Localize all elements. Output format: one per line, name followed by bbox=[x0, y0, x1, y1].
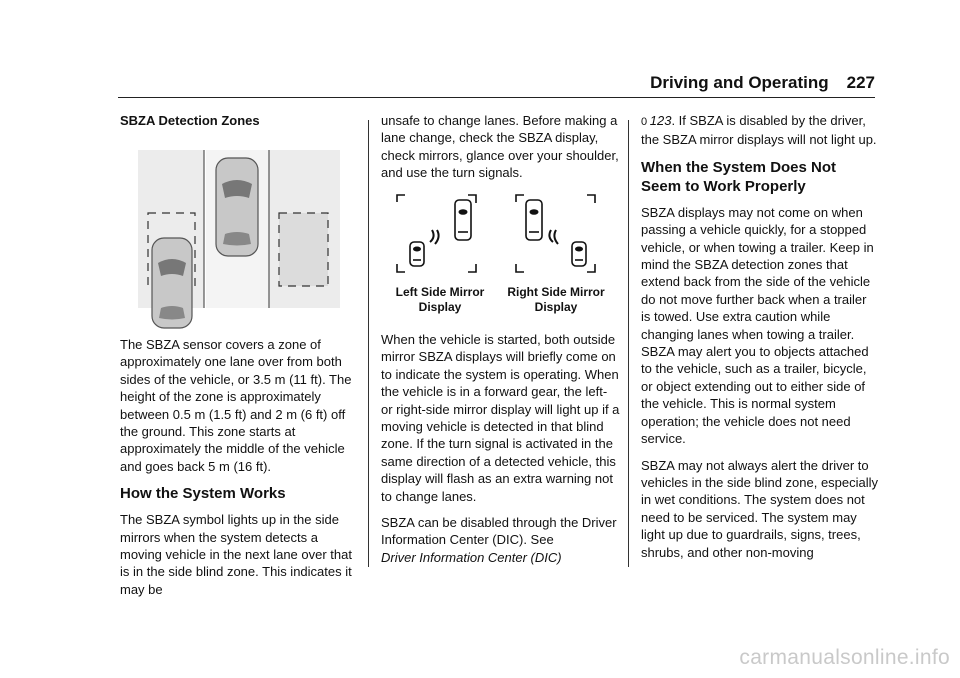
left-display-frame bbox=[397, 195, 476, 272]
left-mirror-caption: Left Side Mirror Display bbox=[395, 285, 485, 314]
column-divider-2 bbox=[628, 120, 629, 567]
reference-arrow-icon: 0 bbox=[641, 116, 648, 128]
column-2-body bbox=[381, 331, 621, 575]
column-2 bbox=[381, 112, 621, 191]
page-header bbox=[630, 73, 875, 93]
disable-text: SBZA can be disabled through the Driver Information Center (DIC). See bbox=[381, 515, 617, 548]
column-divider-1 bbox=[368, 120, 369, 567]
not-working-heading: When the System Does Not Seem to Work Properly bbox=[641, 158, 837, 195]
page-number: 227 bbox=[846, 73, 875, 92]
column-3 bbox=[641, 112, 879, 570]
right-detection-zone bbox=[279, 213, 328, 286]
disable-paragraph bbox=[381, 514, 621, 566]
column-1-body bbox=[120, 336, 360, 607]
mirror-displays-illustration bbox=[392, 192, 614, 278]
section-title: Driving and Operating bbox=[650, 73, 829, 92]
right-mirror-caption: Right Side Mirror Display bbox=[507, 285, 605, 314]
page-reference-link[interactable]: 123 bbox=[649, 113, 672, 128]
how-system-works-heading: How the System Works bbox=[120, 485, 286, 503]
watermark: carmanualsonline.info bbox=[739, 646, 950, 669]
lane-change-paragraph: unsafe to change lanes. Before making a lane change, check the SBZA display, check mirrors, glance over your shoulder, and use the turn signals. bbox=[381, 113, 619, 181]
adjacent-vehicle-icon bbox=[152, 238, 192, 328]
column-1 bbox=[120, 112, 360, 129]
host-vehicle-icon bbox=[216, 158, 258, 256]
left-mirror-symbol-icon bbox=[410, 200, 471, 266]
not-working-paragraph: SBZA displays may not come on when passing a vehicle quickly, for a stopped vehicle, or when towing a trailer. Keep in mind the SBZA detection zones that extend back from the side of the vehicle do not move further back when a trailer is towed. Use extra caution while changing lanes when towing a trailer. SBZA may alert you to objects attached to the vehicle, such as a trailer, bicycle, or object extending out to either side of the vehicle. This is normal system operation; the vehicle does not need service. bbox=[641, 204, 874, 447]
system-works-paragraph: The SBZA symbol lights up in the side mirrors when the system detects a moving vehicle in the next lane over that is in the side blind zone. This indicates it may be bbox=[120, 512, 352, 597]
sensor-coverage-paragraph: The SBZA sensor covers a zone of approximately one lane over from both sides of the vehicle, or 3.5 m (11 ft). The height of the zone is approximately between 0.5 m (1.5 ft) and 2 m (6 ft) off the ground. This zone starts at approximately the middle of the vehicle and goes back 5 m (16 ft). bbox=[120, 337, 352, 474]
detection-zones-heading: SBZA Detection Zones bbox=[120, 113, 260, 128]
wet-conditions-paragraph: SBZA may not always alert the driver to vehicles in the side blind zone, especially in wet conditions. The system does not need to be serviced. The system may light up due to guardrails, signs, trees, shrubs, and other non-moving bbox=[641, 457, 879, 560]
disabled-displays-text: . If SBZA is disabled by the driver, the SBZA mirror displays will not light up. bbox=[641, 113, 877, 148]
dic-reference-link[interactable]: Driver Information Center (DIC) bbox=[381, 549, 562, 565]
detection-zones-illustration bbox=[138, 150, 340, 330]
header-rule bbox=[118, 97, 875, 98]
right-mirror-symbol-icon bbox=[526, 200, 586, 266]
startup-paragraph: When the vehicle is started, both outside mirror SBZA displays will briefly come on to indicate the system is operating. When the vehicle is in a forward gear, the left- or right-side mirror display will light up if a moving vehicle is detected in that blind zone. If the turn signal is activated in the same direction of a detected vehicle, this display will flash as an extra warning not to change lanes. bbox=[381, 332, 620, 504]
disabled-displays-paragraph bbox=[641, 112, 879, 149]
